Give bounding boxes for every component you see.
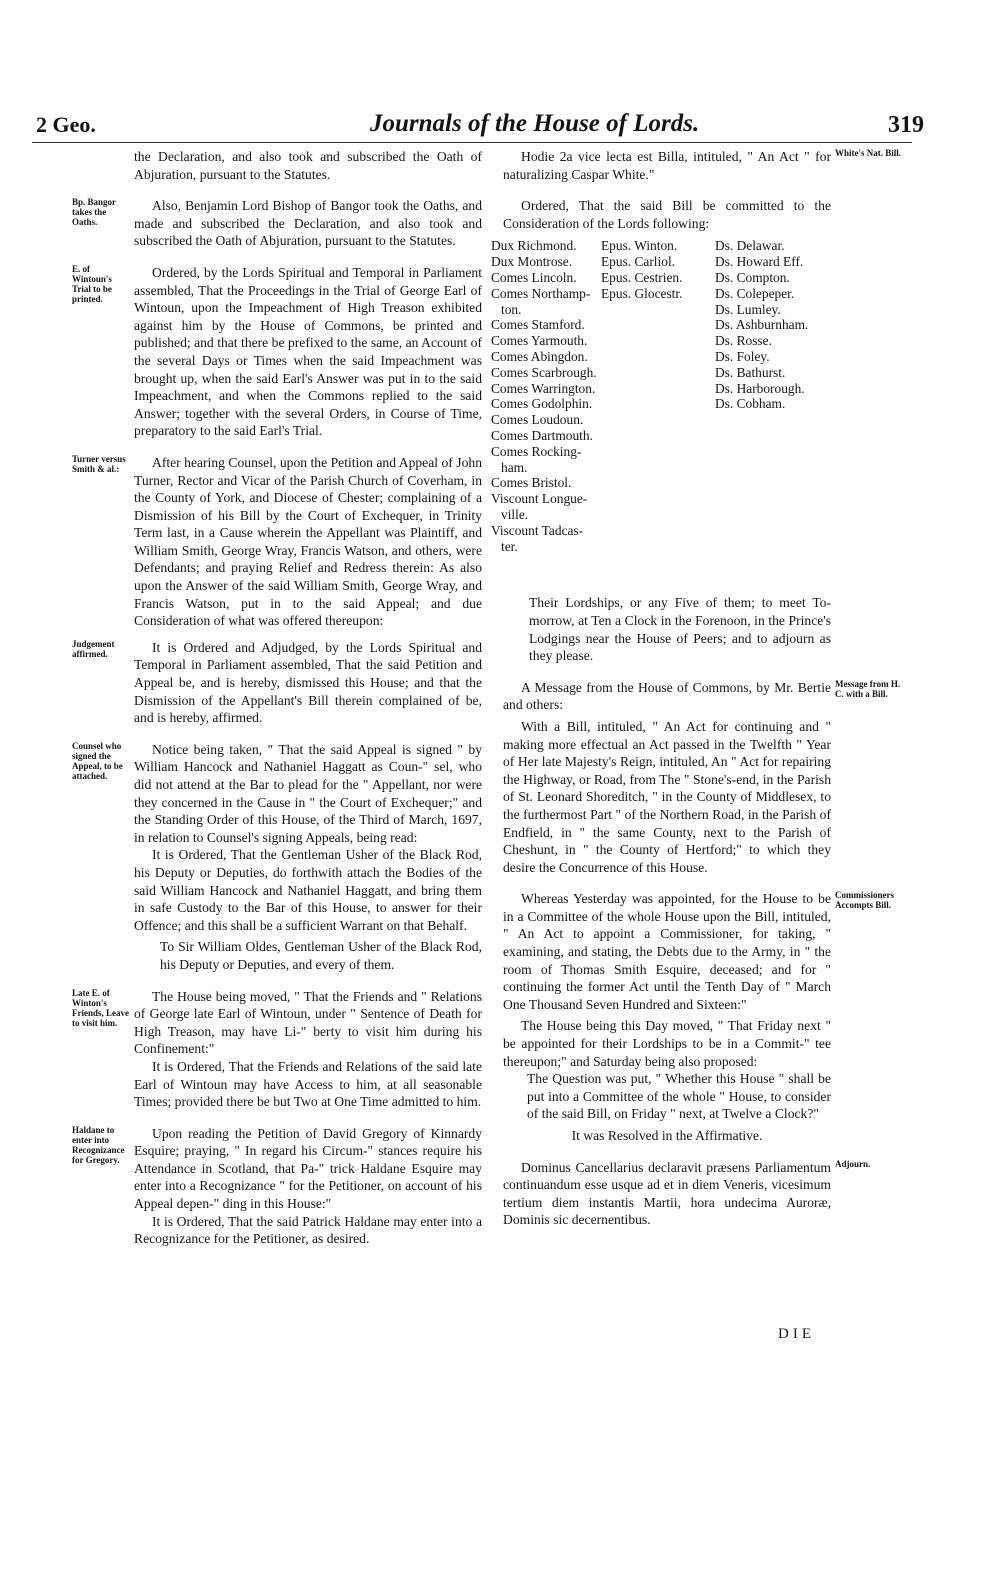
haldane-entry [72, 1124, 482, 1248]
lord-name: Dux Richmond. [491, 238, 577, 254]
margin-note: Commissioners Accompts Bill. [835, 890, 894, 911]
margin-note: Adjourn. [835, 1158, 871, 1169]
question-text: The Question was put, " Whether this House " shall be put into a Committee of the whole " House, to consider of the said Bill, on Friday " next, at Twelve a Clock?" [527, 1071, 831, 1122]
bill-text: With a Bill, intituled, " An Act for continuing and " making more effectual an Act passed in the Twelfth " Year of Her late Majesty's Reign, intituled, An " Act for repairing the Highway, or Road, from The " Stone's-end, in the Parish of St. Leonard Shoreditch, " in the County of Middlesex, to the furthermost Part " of the Northern Road, in the Parish of Endfield, in " the same County, next to the Parish of Cheshunt, in " the County of Hertford;" to which they desire the Concurrence of this House. [503, 718, 831, 875]
judgement-entry [72, 638, 482, 727]
lords-column-spiritual [601, 238, 711, 301]
lord-name: Ds. Howard Eff. [715, 254, 804, 270]
lords-column-temporal [491, 238, 601, 554]
page-number: 319 [888, 112, 924, 138]
entry-text: Also, Benjamin Lord Bishop of Bangor took the Oaths, and made and subscribed the Declaration, and also took and subscribed the Oath of Abjuration, pursuant to the Statutes. [134, 198, 482, 249]
margin-note: Message from H. C. with a Bill. [835, 678, 901, 699]
lord-name: Ds. Lumley. [715, 301, 781, 317]
counsel-entry [72, 740, 482, 974]
order-text: It is Ordered, That the said Patrick Haldane may enter into a Recognizance for the Petitioner, as desired. [134, 1213, 482, 1247]
lord-name: ter. [501, 538, 518, 554]
lord-name: Comes Abingdon. [491, 348, 588, 364]
margin-note: Late E. of Winton's Friends, Leave to visit him. [72, 987, 129, 1028]
lord-name: ton. [501, 301, 522, 317]
lord-name: Comes Lincoln. [491, 269, 577, 285]
turner-appeal-entry [72, 453, 482, 630]
lord-name: Comes Yarmouth. [491, 333, 588, 349]
entry-text: The House being moved, " That the Friends and " Relations of George late Earl of Wintoun, under " Sentence of Death for High Treason, may have Li-" berty to visit him during his Confinement:" [134, 988, 482, 1057]
margin-note: Turner versus Smith & al.: [72, 453, 126, 474]
lord-name: Comes Stamford. [491, 317, 585, 333]
lord-name: Comes Warrington. [491, 380, 596, 396]
friends-entry [72, 987, 482, 1111]
lord-name: Dux Montrose. [491, 254, 573, 270]
lord-name: Ds. Foley. [715, 348, 770, 364]
entry-text: After hearing Counsel, upon the Petition and Appeal of John Turner, Rector and Vicar of the Parish Church of Coverham, in the County of York, and Diocese of Chester; complaining of a Dismission of his Bill by the Court of Exchequer, in Trinity Term last, in a Cause wherein the Appellant was Plaintiff, and William Smith, George Wray, Francis Watson, and others, were Defendants; and praying Relief and Redress therein: As also upon the Answer of the said William Smith, George Wray, and Francis Watson, put in to the said Appeal; and due Consideration of what was offered thereupon: [134, 454, 482, 629]
lord-name: ham. [501, 459, 528, 475]
order-text: It is Ordered, That the Gentleman Usher of the Black Rod, his Deputy or Deputies, do forthwith attach the Bodies of the said William Hancock and Nathaniel Haggatt, and bring them in safe Custody to the Bar of this House, to answer for their Offence; and this shall be a sufficient Warrant on that Behalf. [134, 847, 482, 933]
lord-name: Comes Dartmouth. [491, 427, 593, 443]
lord-name: Ds. Compton. [715, 269, 790, 285]
white-bill-entry [503, 148, 902, 183]
lord-name: Ds. Delawar. [715, 238, 785, 254]
lord-name: Epus. Winton. [601, 238, 678, 254]
lord-name: ville. [501, 506, 529, 522]
oath-text: the Declaration, and also took and subscribed the Oath of Abjuration, pursuant to the Statutes. [134, 149, 482, 182]
wintoun-trial-entry [72, 263, 482, 440]
lord-name: Epus. Cestrien. [601, 269, 683, 285]
margin-note: White's Nat. Bill. [835, 148, 902, 158]
oath-continuation [134, 148, 482, 183]
resolution-text: It was Resolved in the Affirmative. [571, 1128, 763, 1143]
commissioners-entry [503, 890, 894, 1144]
entry-text: Dominus Cancellarius declaravit præsens Parliamentum continuandum esse usque ad et in diem Veneris, vicesimum tertium diem instantis Martii, hora undecima Auroræ, Dominis sic decernentibus. [503, 1159, 831, 1228]
page-header [0, 112, 992, 152]
lord-name: Ds. Bathurst. [715, 364, 786, 380]
lord-name: Ds. Colepeper. [715, 285, 795, 301]
journal-title: Journals of the House of Lords. [370, 110, 700, 137]
regnal-year: 2 Geo. [36, 112, 96, 137]
lord-name: Ds. Rosse. [715, 333, 772, 349]
lord-name: Comes Northamp- [491, 285, 591, 301]
entry-text: A Message from the House of Commons, by Mr. Bertie and others: [503, 679, 831, 713]
lord-name: Ds. Ashburnham. [715, 317, 809, 333]
catchword: DIE [778, 1326, 815, 1342]
lord-name: Comes Loudoun. [491, 412, 584, 428]
margin-note: Counsel who signed the Appeal, to be attached. [72, 740, 123, 781]
lords-column-barons [715, 238, 835, 412]
committee-entry [491, 197, 831, 665]
motion-text: The House being this Day moved, " That Friday next " be appointed for their Lordships to be in a Commit-" tee thereupon;" and Saturday being also proposed: [503, 1018, 831, 1069]
warrant-address: To Sir William Oldes, Gentleman Usher of the Black Rod, his Deputy or Deputies, and every of them. [160, 939, 482, 972]
order-text: It is Ordered, That the Friends and Relations of the said late Earl of Wintoun may have Access to him, at all seasonable Times; provided there be but Two at One Time admitted to him. [134, 1058, 482, 1110]
lords-list [491, 238, 831, 594]
margin-note: Bp. Bangor takes the Oaths. [72, 197, 116, 228]
left-column [72, 148, 482, 1248]
header-rule [32, 142, 912, 143]
entry-text: Whereas Yesterday was appointed, for the House to be in a Committee of the whole House upon the Bill, intituled, " An Act to appoint a Commissioner, for taking, " examining, and stating, the Debts due to the Army, in " the room of Thomas Smith Esquire, deceased; and for " continuing the former Act until the Tenth Day of " March One Thousand Seven Hundred and Sixteen:" [503, 891, 831, 1012]
lord-name: Comes Rocking- [491, 443, 582, 459]
lord-name: Epus. Glocestr. [601, 285, 683, 301]
entry-text: It is Ordered and Adjudged, by the Lords Spiritual and Temporal in Parliament assembled, That the said Petition and Appeal be, and is hereby, dismissed this House; and that the Dismission of the Appellant's Bill therein complained of be, and is hereby, affirmed. [134, 639, 482, 726]
lord-name: Comes Scarbrough. [491, 364, 597, 380]
lord-name: Comes Godolphin. [491, 396, 593, 412]
right-column [491, 148, 902, 1229]
entry-text: Ordered, by the Lords Spiritual and Temporal in Parliament assembled, That the Proceedings in the Trial of George Earl of Wintoun, upon the Impeachment of High Treason exhibited against him by the House of Commons, be printed and published; and that there be prefixed to the same, an Account of the several Days or Times when the said Impeachment was brought up, when the said Earl's Answer was put in to the said Impeachment, and when the Commons replied to the said Answer; together with the several Orders, in Course of Time, preparatory to the said Earl's Trial. [134, 264, 482, 439]
lord-name: Comes Bristol. [491, 475, 572, 491]
entry-text: Upon reading the Petition of David Gregory of Kinnardy Esquire; praying, " In regard his Circum-" stances require his Attendance in Scotland, that Pa-" trick Haldane Esquire may enter into a Recognizance " for the Petitioner, on account of his Appeal depen-" ding in this House:" [134, 1125, 482, 1212]
entry-text: Hodie 2a vice lecta est Billa, intituled, " An Act " for naturalizing Caspar White." [503, 149, 831, 182]
message-entry [503, 678, 901, 877]
margin-note: E. of Wintoun's Trial to be printed. [72, 263, 112, 304]
entry-text: Notice being taken, " That the said Appeal is signed " by William Hancock and Nathaniel Haggatt as Coun-" sel, who did not attend at the Bar to plead for the " Appellant, nor were they concerned in the Cause in " the Court of Exchequer;" and the Standing Order of this House, of the Third of March, 1697, in relation to Counsel's signing Appeals, being read: [134, 741, 482, 845]
lord-name: Ds. Cobham. [715, 396, 786, 412]
margin-note: Judgement affirmed. [72, 638, 115, 659]
entry-text: Ordered, That the said Bill be committed to the Consideration of the Lords following: [503, 198, 831, 231]
bangor-entry [72, 197, 482, 250]
lord-name: Epus. Carliol. [601, 254, 676, 270]
lord-name: Ds. Harborough. [715, 380, 805, 396]
adjournment-entry [503, 1158, 871, 1229]
meeting-text: Their Lordships, or any Five of them; to meet To-morrow, at Ten a Clock in the Forenoon, in the Prince's Lodgings near the House of Peers; and to adjourn as they please. [529, 595, 831, 664]
margin-note: Haldane to enter into Recognizance for Gregory. [72, 1124, 125, 1165]
lord-name: Viscount Longue- [491, 491, 588, 507]
lord-name: Viscount Tadcas- [491, 522, 584, 538]
